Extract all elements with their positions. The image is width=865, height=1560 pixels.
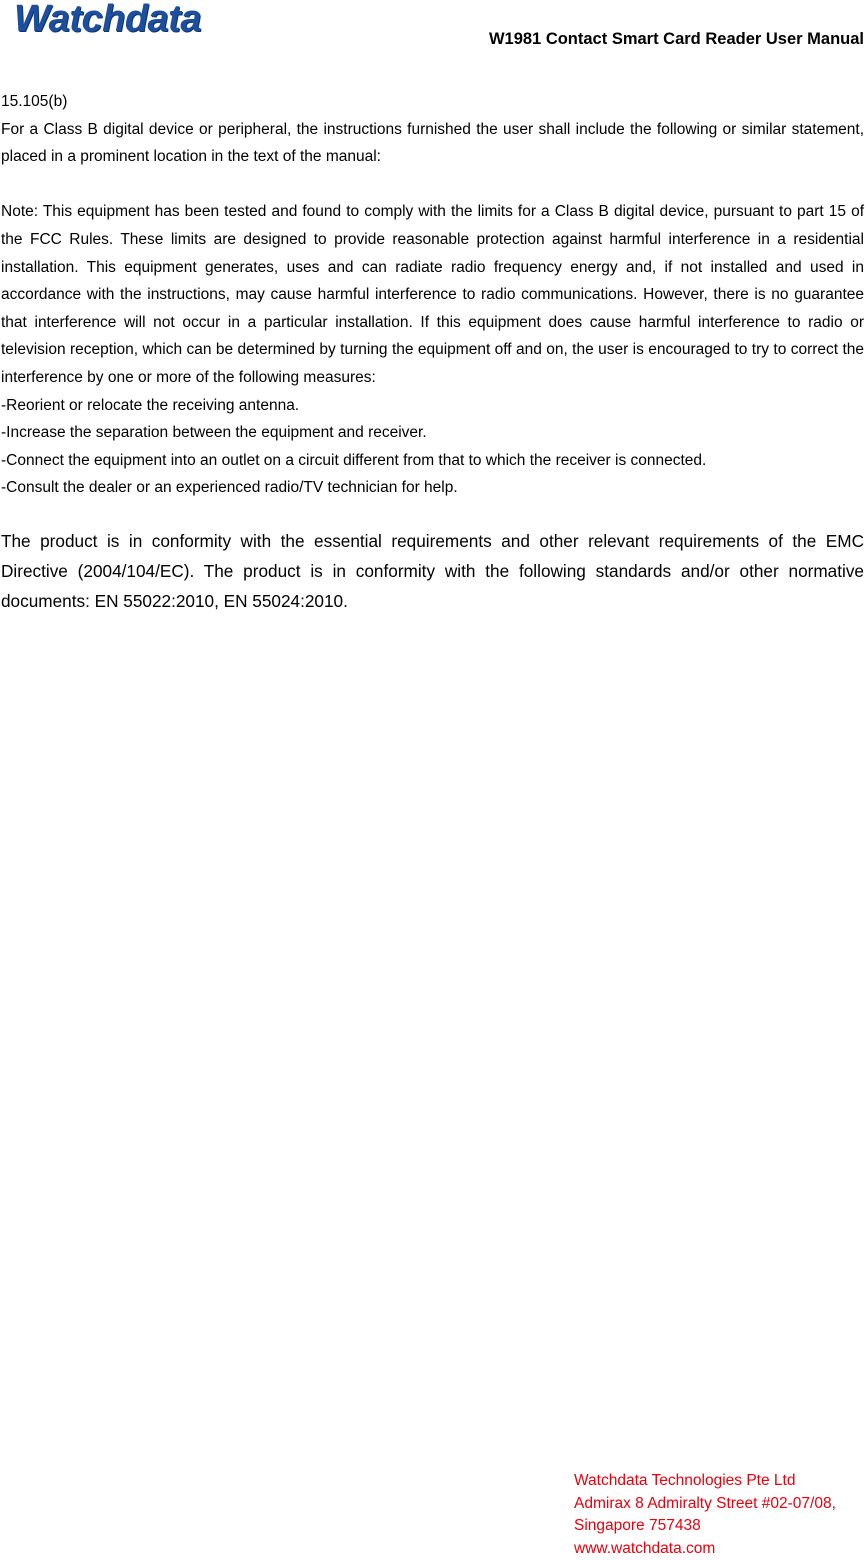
measure-item: -Reorient or relocate the receiving antenna. xyxy=(1,392,864,420)
intro-paragraph: For a Class B digital device or peripheral, the instructions furnished the user shall include the following or similar statement, placed in a prominent location in the text of the manual: xyxy=(1,116,864,171)
measure-item: -Consult the dealer or an experienced radio/TV technician for help. xyxy=(1,474,864,502)
footer-website: www.watchdata.com xyxy=(574,1538,836,1560)
fcc-note-paragraph: Note: This equipment has been tested and found to comply with the limits for a Class B digital device, pursuant to part 15 of the FCC Rules. These limits are designed to provide reasonable protection against harmful interference in a residential installation. This equipment generates, uses and can radiate radio frequency energy and, if not installed and used in accordance with the instructions, may cause harmful interference to radio communications. However, there is no guarantee that interference will not occur in a particular installation. If this equipment does cause harmful interference to radio or television reception, which can be determined by turning the equipment off and on, the user is encouraged to try to correct the interference by one or more of the following measures: xyxy=(1,198,864,391)
footer-address: Admirax 8 Admiralty Street #02-07/08, xyxy=(574,1493,836,1516)
company-footer xyxy=(574,1470,836,1560)
section-reference: 15.105(b) xyxy=(1,88,864,116)
measure-item: -Increase the separation between the equipment and receiver. xyxy=(1,419,864,447)
logo-text: Watchdata xyxy=(14,0,201,38)
watchdata-logo xyxy=(14,0,201,38)
spacer xyxy=(1,502,864,526)
conformity-paragraph: The product is in conformity with the essential requirements and other relevant requirements of the EMC Directive (2004/104/EC). The product is in conformity with the following standards and/or other normative documents: EN 55022:2010, EN 55024:2010. xyxy=(1,526,864,616)
footer-city: Singapore 757438 xyxy=(574,1515,836,1538)
document-title: W1981 Contact Smart Card Reader User Manual xyxy=(489,28,864,50)
spacer xyxy=(1,171,864,199)
footer-company: Watchdata Technologies Pte Ltd xyxy=(574,1470,836,1493)
measure-item: -Connect the equipment into an outlet on a circuit different from that to which the receiver is connected. xyxy=(1,447,864,475)
document-body xyxy=(1,88,864,616)
